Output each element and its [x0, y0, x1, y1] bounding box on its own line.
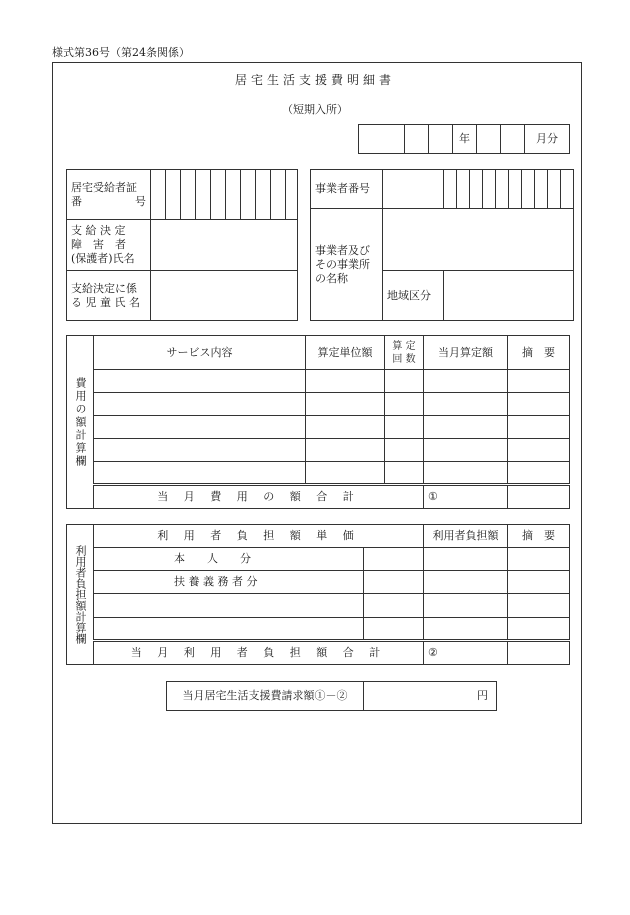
- provider-digit-cell[interactable]: [483, 170, 496, 209]
- burden-total-label: 当 月 利 用 者 負 担 額 合 計: [94, 640, 424, 664]
- count-cell[interactable]: [385, 462, 424, 485]
- table-row: [67, 617, 570, 640]
- cert-digit-cell[interactable]: [241, 170, 256, 220]
- burden-calculation-table: [66, 524, 570, 665]
- service-cell[interactable]: [94, 462, 306, 485]
- unit-price-cell[interactable]: [364, 571, 424, 594]
- count-cell[interactable]: [385, 393, 424, 416]
- dependent-portion-label: 扶 養 義 務 者 分: [94, 571, 364, 594]
- remarks-cell[interactable]: [508, 594, 570, 617]
- burden-amount-header: 利用者負担額: [424, 525, 508, 548]
- decision-person-name-field[interactable]: [151, 220, 298, 271]
- remarks-cell[interactable]: [508, 462, 570, 485]
- burden-section-label: 利用者負担額計算欄: [67, 525, 94, 665]
- cert-number-label: 居宅受給者証 番 号: [67, 170, 151, 220]
- cert-digit-cell[interactable]: [211, 170, 226, 220]
- provider-digit-cell[interactable]: [470, 170, 483, 209]
- service-cell[interactable]: [94, 393, 306, 416]
- unit-price-label-cell[interactable]: [94, 617, 364, 640]
- provider-digit-cell[interactable]: [444, 170, 457, 209]
- year-label: 年: [453, 125, 477, 154]
- recipient-table: [66, 169, 298, 321]
- unit-amount-cell[interactable]: [306, 462, 385, 485]
- burden-amount-cell[interactable]: [424, 571, 508, 594]
- service-cell[interactable]: [94, 416, 306, 439]
- child-name-label: 支給決定に係 る 児 童 氏 名: [67, 271, 151, 321]
- cert-digit-cell[interactable]: [256, 170, 271, 220]
- provider-digit-cell[interactable]: [522, 170, 535, 209]
- service-cell[interactable]: [94, 370, 306, 393]
- form-number: 様式第36号（第24条関係）: [52, 46, 190, 59]
- cost-total-label: 当 月 費 用 の 額 合 計: [94, 485, 424, 509]
- provider-digit-cell[interactable]: [561, 170, 574, 209]
- burden-amount-cell[interactable]: [424, 594, 508, 617]
- remarks-cell[interactable]: [508, 416, 570, 439]
- cost-total-cell[interactable]: ①: [424, 485, 508, 509]
- era-cell[interactable]: [359, 125, 405, 154]
- table-row: [67, 370, 570, 393]
- region-field[interactable]: [444, 271, 574, 321]
- monthly-amount-cell[interactable]: [424, 462, 508, 485]
- year-digit-cell[interactable]: [405, 125, 429, 154]
- provider-digit-cell[interactable]: [509, 170, 522, 209]
- remarks-header: 摘 要: [508, 525, 570, 548]
- unit-amount-cell[interactable]: [306, 439, 385, 462]
- month-digit-cell[interactable]: [477, 125, 501, 154]
- cert-digit-cell[interactable]: [166, 170, 181, 220]
- decision-person-label: 支 給 決 定 障 害 者 (保護者)氏名: [67, 220, 151, 271]
- table-row: [67, 439, 570, 462]
- provider-number-label: 事業者番号: [311, 170, 383, 209]
- unit-amount-cell[interactable]: [306, 416, 385, 439]
- month-label: 月分: [525, 125, 570, 154]
- cert-digit-cell[interactable]: [286, 170, 298, 220]
- provider-digit-cell[interactable]: [535, 170, 548, 209]
- cert-digit-cell[interactable]: [196, 170, 211, 220]
- remarks-cell[interactable]: [508, 439, 570, 462]
- table-row: [67, 594, 570, 617]
- unit-price-header: 利 用 者 負 担 額 単 価: [94, 525, 424, 548]
- monthly-amount-cell[interactable]: [424, 439, 508, 462]
- year-digit-cell[interactable]: [429, 125, 453, 154]
- count-cell[interactable]: [385, 439, 424, 462]
- provider-name-label: 事業者及び その事業所 の名称: [311, 209, 383, 321]
- provider-table: [310, 169, 574, 321]
- service-cell[interactable]: [94, 439, 306, 462]
- unit-price-label-cell[interactable]: [94, 594, 364, 617]
- remarks-cell[interactable]: [508, 548, 570, 571]
- region-label: 地域区分: [383, 271, 444, 321]
- billing-month-box: [358, 124, 570, 154]
- unit-amount-header: 算定単位額: [306, 336, 385, 370]
- remarks-header: 摘 要: [508, 336, 570, 370]
- provider-digit-cell[interactable]: [383, 170, 444, 209]
- table-row: [67, 462, 570, 485]
- claim-amount-label: 当月居宅生活支援費請求額①－②: [167, 682, 364, 711]
- cost-section-label: 費用の額計算欄: [67, 336, 94, 509]
- form-subtitle: （短期入所）: [282, 103, 348, 116]
- cert-digit-cell[interactable]: [271, 170, 286, 220]
- cost-total-remarks-cell[interactable]: [508, 485, 570, 509]
- remarks-cell[interactable]: [508, 393, 570, 416]
- count-header: 算 定 回 数: [385, 336, 424, 370]
- self-portion-label: 本 人 分: [94, 548, 364, 571]
- table-row: [67, 571, 570, 594]
- table-row: [67, 416, 570, 439]
- child-name-field[interactable]: [151, 271, 298, 321]
- cert-digit-cell[interactable]: [226, 170, 241, 220]
- cost-calculation-table: [66, 335, 570, 509]
- monthly-amount-cell[interactable]: [424, 416, 508, 439]
- unit-amount-cell[interactable]: [306, 370, 385, 393]
- unit-price-cell[interactable]: [364, 617, 424, 640]
- provider-digit-cell[interactable]: [548, 170, 561, 209]
- burden-amount-cell[interactable]: [424, 548, 508, 571]
- service-header: サービス内容: [94, 336, 306, 370]
- burden-amount-cell[interactable]: [424, 617, 508, 640]
- cert-digit-cell[interactable]: [151, 170, 166, 220]
- monthly-amount-cell[interactable]: [424, 393, 508, 416]
- remarks-cell[interactable]: [508, 571, 570, 594]
- month-digit-cell[interactable]: [501, 125, 525, 154]
- unit-amount-cell[interactable]: [306, 393, 385, 416]
- provider-name-field[interactable]: [383, 209, 574, 271]
- cert-digit-cell[interactable]: [181, 170, 196, 220]
- table-row: [67, 548, 570, 571]
- unit-price-cell[interactable]: [364, 548, 424, 571]
- remarks-cell[interactable]: [508, 617, 570, 640]
- monthly-amount-header: 当月算定額: [424, 336, 508, 370]
- provider-digit-cell[interactable]: [496, 170, 509, 209]
- provider-digit-cell[interactable]: [457, 170, 470, 209]
- form-title: 居宅生活支援費明細書: [234, 73, 395, 87]
- count-cell[interactable]: [385, 370, 424, 393]
- burden-total-cell[interactable]: ②: [424, 640, 508, 664]
- unit-price-cell[interactable]: [364, 594, 424, 617]
- claim-amount-table: [166, 681, 497, 711]
- remarks-cell[interactable]: [508, 370, 570, 393]
- monthly-amount-cell[interactable]: [424, 370, 508, 393]
- burden-total-remarks-cell[interactable]: [508, 640, 570, 664]
- count-cell[interactable]: [385, 416, 424, 439]
- claim-amount-field[interactable]: 円: [364, 682, 497, 711]
- table-row: [67, 393, 570, 416]
